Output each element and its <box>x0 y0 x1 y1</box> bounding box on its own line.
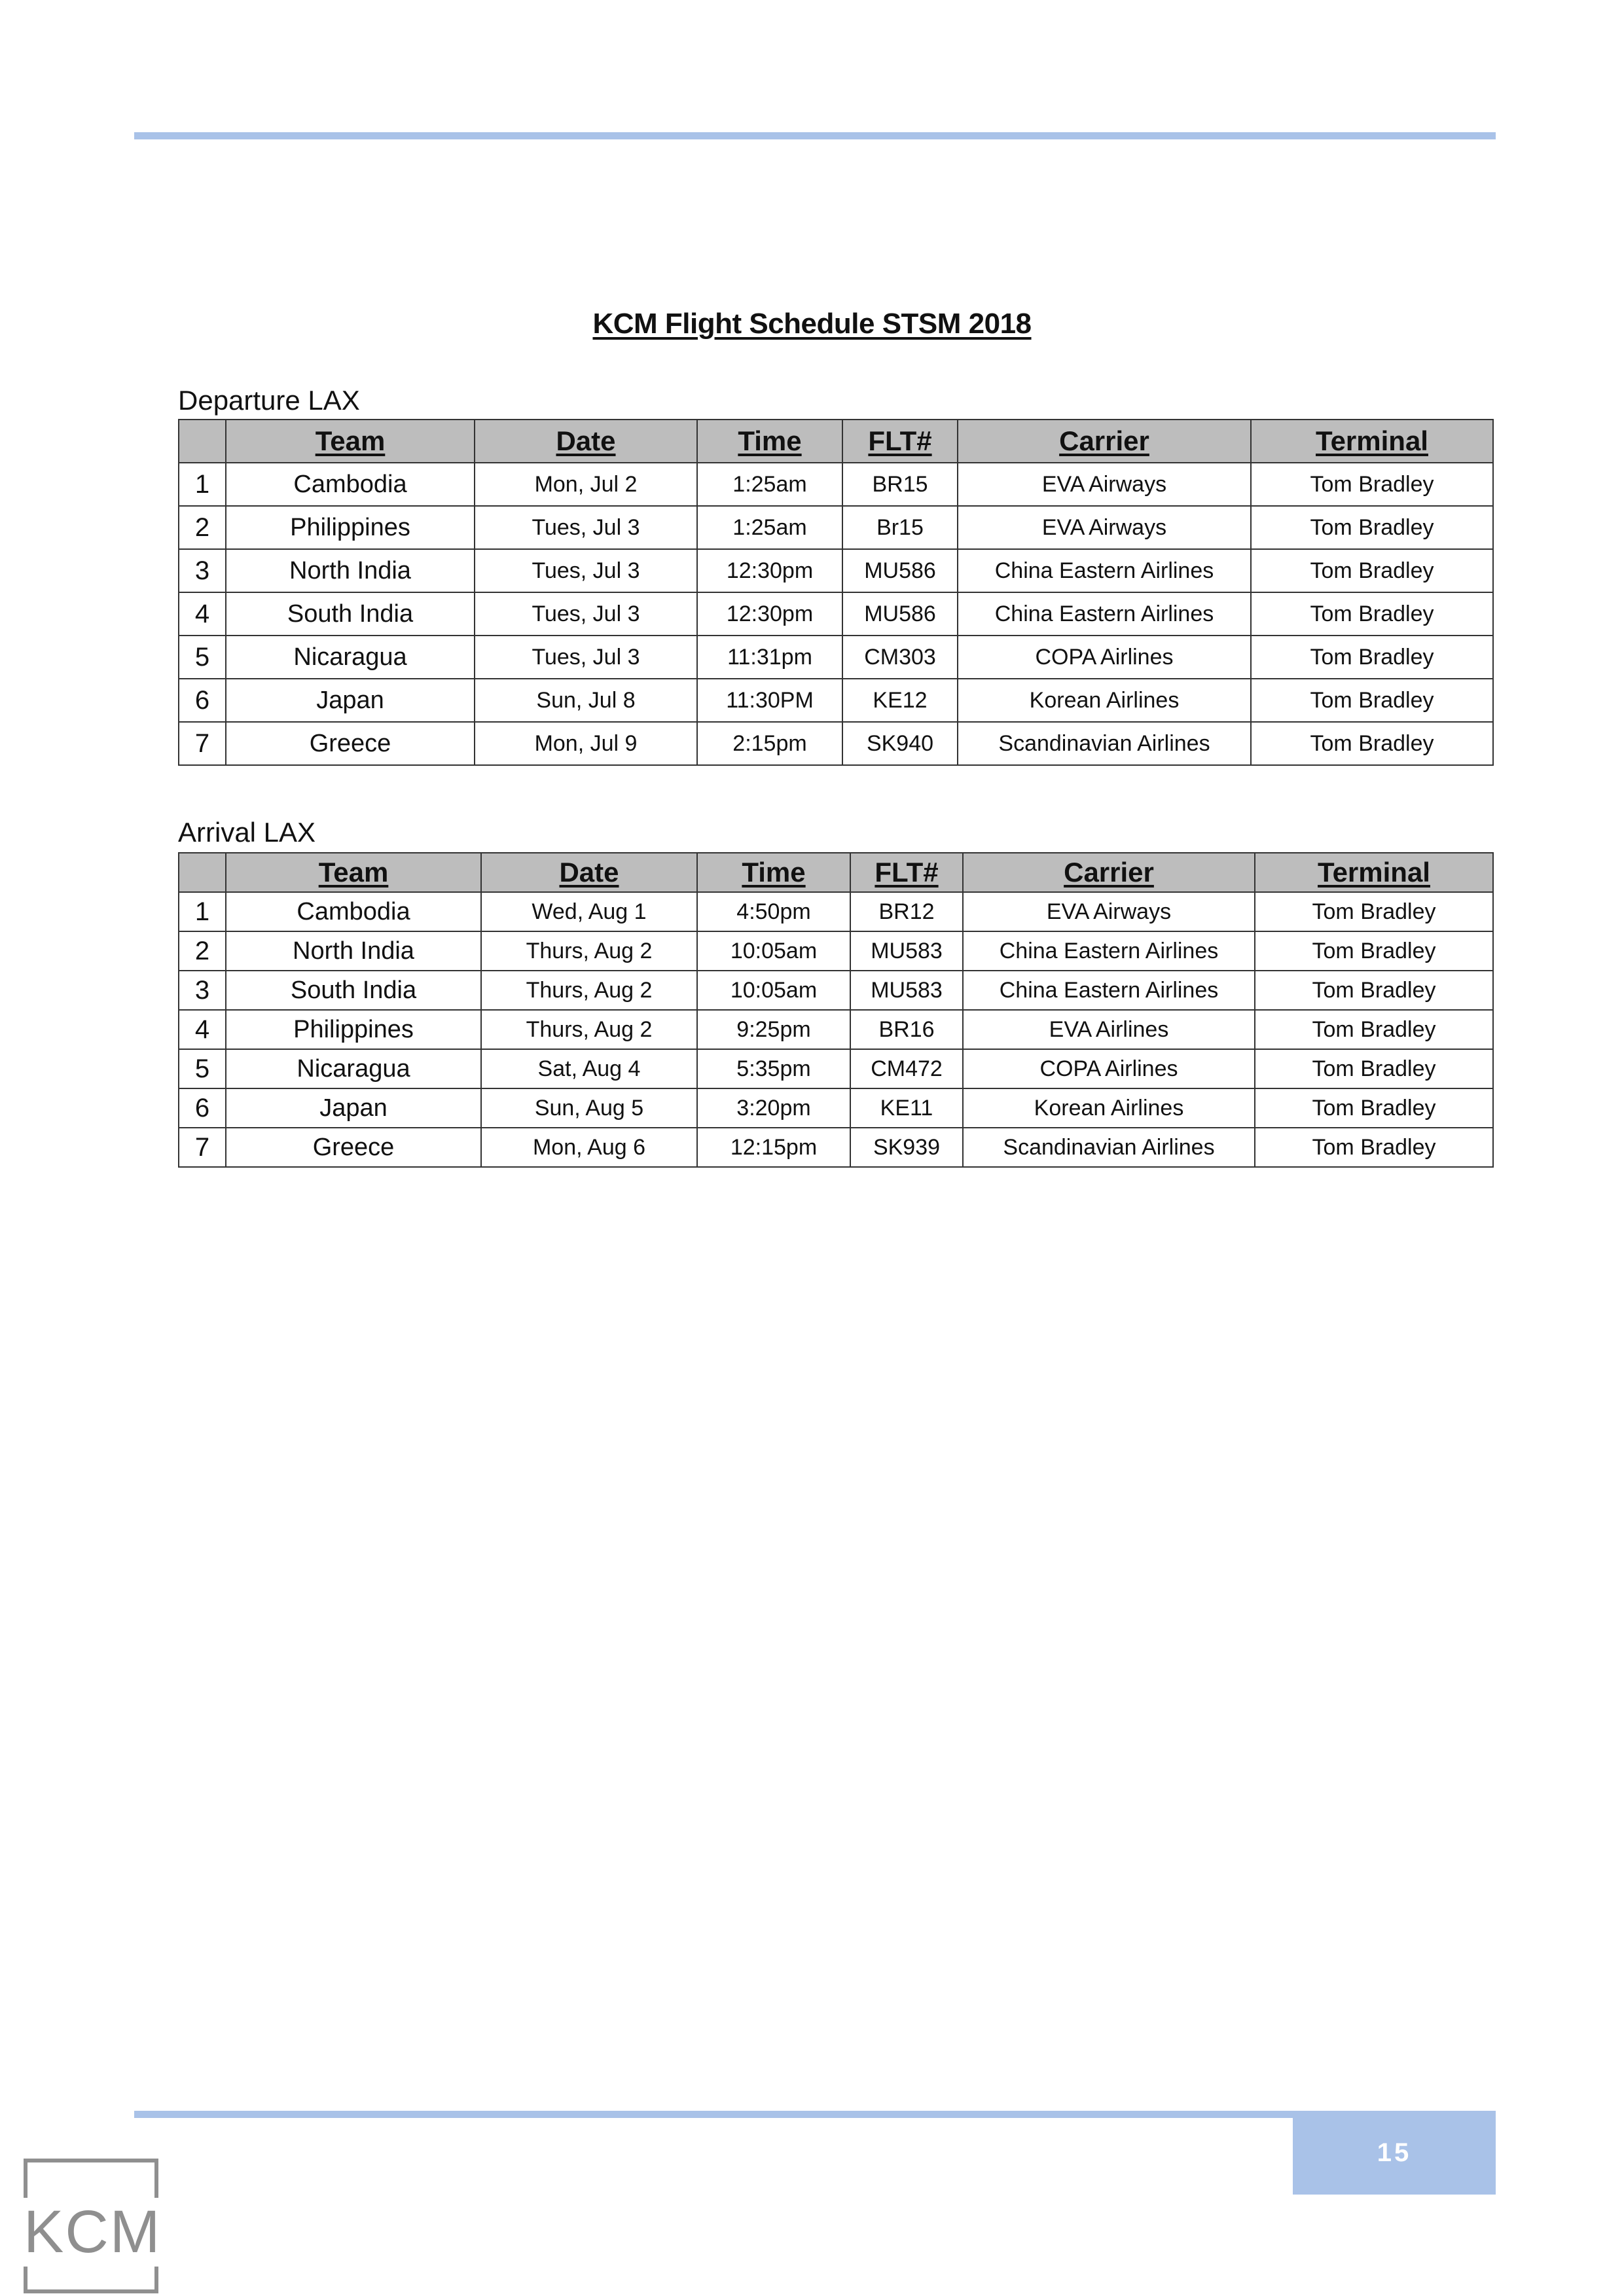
column-header-team: Team <box>226 853 481 892</box>
flight-number-cell: SK939 <box>850 1128 963 1167</box>
carrier-cell: EVA Airways <box>963 892 1255 931</box>
terminal-cell: Tom Bradley <box>1255 1088 1493 1128</box>
team-cell: Nicaragua <box>226 1049 481 1088</box>
row-number: 2 <box>179 931 226 971</box>
date-cell: Mon, Jul 9 <box>475 722 697 765</box>
row-number: 5 <box>179 636 226 679</box>
table-row <box>179 931 1493 971</box>
carrier-cell: Scandinavian Airlines <box>963 1128 1255 1167</box>
team-cell: Greece <box>226 722 475 765</box>
team-cell: Cambodia <box>226 463 475 506</box>
terminal-cell: Tom Bradley <box>1255 971 1493 1010</box>
flight-number-cell: KE12 <box>842 679 958 722</box>
kcm-logo-text: KCM <box>24 2198 164 2267</box>
carrier-cell: China Eastern Airlines <box>963 971 1255 1010</box>
date-cell: Thurs, Aug 2 <box>481 1010 697 1049</box>
row-number: 3 <box>179 549 226 592</box>
page-number: 15 <box>1293 2111 1496 2195</box>
table-row <box>179 1088 1493 1128</box>
row-number: 4 <box>179 592 226 636</box>
date-cell: Tues, Jul 3 <box>475 636 697 679</box>
column-header-flight: FLT# <box>842 420 958 463</box>
row-number: 1 <box>179 892 226 931</box>
arrival-section-label: Arrival LAX <box>178 817 316 848</box>
team-cell: South India <box>226 592 475 636</box>
time-cell: 1:25am <box>697 506 842 549</box>
team-cell: Japan <box>226 1088 481 1128</box>
carrier-cell: EVA Airlines <box>963 1010 1255 1049</box>
table-row <box>179 1049 1493 1088</box>
carrier-cell: COPA Airlines <box>958 636 1251 679</box>
row-number: 6 <box>179 1088 226 1128</box>
date-cell: Mon, Jul 2 <box>475 463 697 506</box>
time-cell: 5:35pm <box>697 1049 850 1088</box>
time-cell: 4:50pm <box>697 892 850 931</box>
carrier-cell: Scandinavian Airlines <box>958 722 1251 765</box>
terminal-cell: Tom Bradley <box>1255 1049 1493 1088</box>
time-cell: 2:15pm <box>697 722 842 765</box>
terminal-cell: Tom Bradley <box>1251 592 1493 636</box>
carrier-cell: China Eastern Airlines <box>958 549 1251 592</box>
terminal-cell: Tom Bradley <box>1251 679 1493 722</box>
table-row <box>179 971 1493 1010</box>
row-number: 7 <box>179 1128 226 1167</box>
arrival-table <box>178 852 1494 1168</box>
terminal-cell: Tom Bradley <box>1255 1010 1493 1049</box>
table-row <box>179 506 1493 549</box>
team-cell: Cambodia <box>226 892 481 931</box>
row-number: 4 <box>179 1010 226 1049</box>
terminal-cell: Tom Bradley <box>1251 636 1493 679</box>
table-row <box>179 549 1493 592</box>
carrier-cell: Korean Airlines <box>958 679 1251 722</box>
time-cell: 11:30PM <box>697 679 842 722</box>
carrier-cell: EVA Airways <box>958 463 1251 506</box>
row-number: 7 <box>179 722 226 765</box>
terminal-cell: Tom Bradley <box>1255 931 1493 971</box>
column-header-terminal: Terminal <box>1251 420 1493 463</box>
table-row <box>179 592 1493 636</box>
terminal-cell: Tom Bradley <box>1251 506 1493 549</box>
flight-number-cell: BR16 <box>850 1010 963 1049</box>
table-header-row <box>179 853 1493 892</box>
date-cell: Sun, Jul 8 <box>475 679 697 722</box>
date-cell: Wed, Aug 1 <box>481 892 697 931</box>
time-cell: 1:25am <box>697 463 842 506</box>
date-cell: Tues, Jul 3 <box>475 592 697 636</box>
column-header-flight: FLT# <box>850 853 963 892</box>
time-cell: 10:05am <box>697 931 850 971</box>
team-cell: South India <box>226 971 481 1010</box>
time-cell: 12:15pm <box>697 1128 850 1167</box>
date-cell: Tues, Jul 3 <box>475 549 697 592</box>
column-header-date: Date <box>475 420 697 463</box>
flight-number-cell: MU586 <box>842 549 958 592</box>
team-cell: Philippines <box>226 506 475 549</box>
terminal-cell: Tom Bradley <box>1255 892 1493 931</box>
table-row <box>179 722 1493 765</box>
row-number: 3 <box>179 971 226 1010</box>
table-row <box>179 1010 1493 1049</box>
team-cell: Nicaragua <box>226 636 475 679</box>
flight-number-cell: KE11 <box>850 1088 963 1128</box>
date-cell: Thurs, Aug 2 <box>481 971 697 1010</box>
time-cell: 9:25pm <box>697 1010 850 1049</box>
table-row <box>179 463 1493 506</box>
logo-frame-bottom <box>24 2289 158 2293</box>
row-number: 6 <box>179 679 226 722</box>
table-row <box>179 636 1493 679</box>
flight-number-cell: BR12 <box>850 892 963 931</box>
carrier-cell: Korean Airlines <box>963 1088 1255 1128</box>
time-cell: 10:05am <box>697 971 850 1010</box>
terminal-cell: Tom Bradley <box>1251 549 1493 592</box>
team-cell: North India <box>226 931 481 971</box>
date-cell: Tues, Jul 3 <box>475 506 697 549</box>
row-number: 2 <box>179 506 226 549</box>
carrier-cell: EVA Airways <box>958 506 1251 549</box>
column-header-team: Team <box>226 420 475 463</box>
flight-number-cell: MU586 <box>842 592 958 636</box>
row-number-header <box>179 853 226 892</box>
row-number: 5 <box>179 1049 226 1088</box>
team-cell: Greece <box>226 1128 481 1167</box>
terminal-cell: Tom Bradley <box>1251 722 1493 765</box>
time-cell: 12:30pm <box>697 592 842 636</box>
flight-number-cell: Br15 <box>842 506 958 549</box>
departure-table <box>178 419 1494 766</box>
team-cell: North India <box>226 549 475 592</box>
column-header-terminal: Terminal <box>1255 853 1493 892</box>
team-cell: Philippines <box>226 1010 481 1049</box>
flight-number-cell: BR15 <box>842 463 958 506</box>
carrier-cell: COPA Airlines <box>963 1049 1255 1088</box>
date-cell: Thurs, Aug 2 <box>481 931 697 971</box>
header-rule <box>134 132 1496 139</box>
document-title: KCM Flight Schedule STSM 2018 <box>592 308 1032 340</box>
date-cell: Sat, Aug 4 <box>481 1049 697 1088</box>
date-cell: Mon, Aug 6 <box>481 1128 697 1167</box>
column-header-time: Time <box>697 853 850 892</box>
table-row <box>179 892 1493 931</box>
table-row <box>179 1128 1493 1167</box>
column-header-date: Date <box>481 853 697 892</box>
row-number: 1 <box>179 463 226 506</box>
column-header-carrier: Carrier <box>958 420 1251 463</box>
table-row <box>179 679 1493 722</box>
table-header-row <box>179 420 1493 463</box>
departure-section-label: Departure LAX <box>178 385 360 416</box>
time-cell: 11:31pm <box>697 636 842 679</box>
terminal-cell: Tom Bradley <box>1251 463 1493 506</box>
flight-number-cell: MU583 <box>850 931 963 971</box>
date-cell: Sun, Aug 5 <box>481 1088 697 1128</box>
flight-number-cell: CM472 <box>850 1049 963 1088</box>
flight-number-cell: CM303 <box>842 636 958 679</box>
row-number-header <box>179 420 226 463</box>
column-header-time: Time <box>697 420 842 463</box>
time-cell: 3:20pm <box>697 1088 850 1128</box>
terminal-cell: Tom Bradley <box>1255 1128 1493 1167</box>
footer-rule <box>134 2111 1293 2118</box>
flight-number-cell: SK940 <box>842 722 958 765</box>
flight-number-cell: MU583 <box>850 971 963 1010</box>
column-header-carrier: Carrier <box>963 853 1255 892</box>
team-cell: Japan <box>226 679 475 722</box>
carrier-cell: China Eastern Airlines <box>963 931 1255 971</box>
carrier-cell: China Eastern Airlines <box>958 592 1251 636</box>
time-cell: 12:30pm <box>697 549 842 592</box>
